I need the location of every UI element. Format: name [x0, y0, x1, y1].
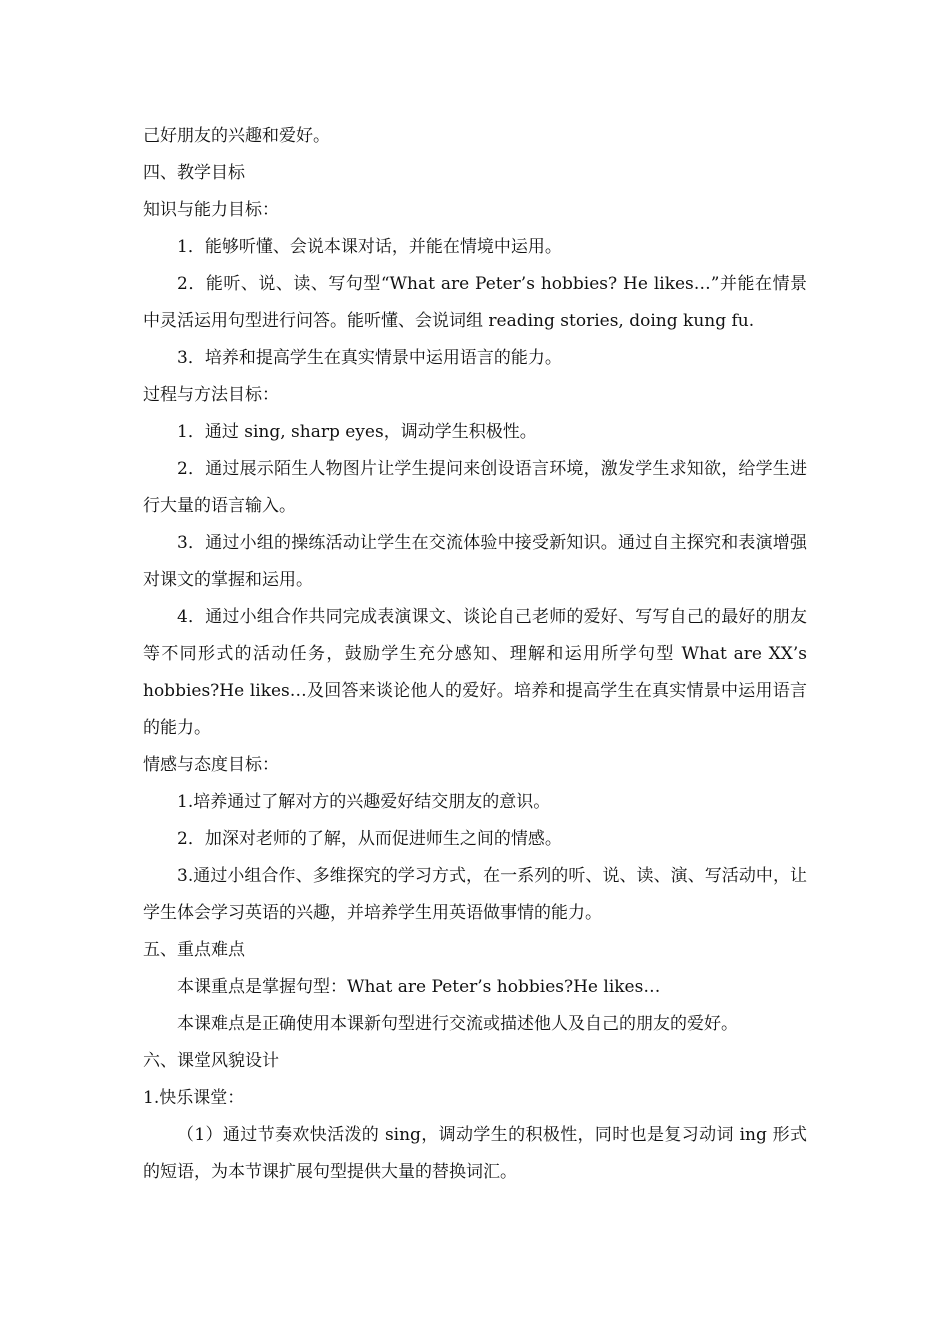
paragraph-knowledge-3: 3．培养和提高学生在真实情景中运用语言的能力。: [177, 348, 562, 368]
paragraph-emotion-2: 2．加深对老师的了解，从而促进师生之间的情感。: [177, 829, 562, 849]
subheading-knowledge-ability: 知识与能力目标：: [143, 200, 279, 220]
paragraph-knowledge-2: 2．能听、说、读、写句型“What are Peter’s hobbies? He likes…”并能在情景中灵活运用句型进行问答。能听懂、会说词组 reading stories, doing kung fu.: [143, 274, 807, 331]
section-heading-teaching-objectives: 四、教学目标: [143, 163, 245, 183]
paragraph-knowledge-1: 1．能够听懂、会说本课对话，并能在情境中运用。: [177, 237, 562, 257]
paragraph-process-1: 1．通过 sing, sharp eyes，调动学生积极性。: [177, 422, 537, 442]
subheading-process-method: 过程与方法目标：: [143, 385, 279, 405]
paragraph-process-3: 3．通过小组的操练活动让学生在交流体验中接受新知识。通过自主探究和表演增强对课文的掌握和运用。: [143, 533, 807, 590]
document-body: [143, 118, 807, 1191]
paragraph-process-2: 2．通过展示陌生人物图片让学生提问来创设语言环境，激发学生求知欲，给学生进行大量的语言输入。: [143, 459, 807, 516]
paragraph-emotion-3: 3.通过小组合作、多维探究的学习方式，在一系列的听、说、读、演、写活动中，让学生体会学习英语的兴趣，并培养学生用英语做事情的能力。: [143, 866, 807, 923]
section-heading-classroom-design: 六、课堂风貌设计: [143, 1051, 279, 1071]
paragraph-key-point: 本课重点是掌握句型：What are Peter’s hobbies?He likes…: [177, 977, 661, 997]
paragraph-process-4: 4．通过小组合作共同完成表演课文、谈论自己老师的爱好、写写自己的最好的朋友等不同形式的活动任务，鼓励学生充分感知、理解和运用所学句型 What are XX’s hobbies?He likes…及回答来谈论他人的爱好。培养和提高学生在真实情景中运用语言的能力。: [143, 607, 807, 738]
paragraph-emotion-1: 1.培养通过了解对方的兴趣爱好结交朋友的意识。: [177, 792, 551, 812]
paragraph-happy-classroom-1: （1）通过节奏欢快活泼的 sing，调动学生的积极性，同时也是复习动词 ing 形式的短语，为本节课扩展句型提供大量的替换词汇。: [143, 1125, 807, 1182]
section-heading-key-points: 五、重点难点: [143, 940, 245, 960]
subheading-happy-classroom: 1.快乐课堂：: [143, 1088, 245, 1108]
subheading-emotion-attitude: 情感与态度目标：: [143, 755, 279, 775]
paragraph-continuation: 己好朋友的兴趣和爱好。: [143, 126, 330, 146]
paragraph-difficult-point: 本课难点是正确使用本课新句型进行交流或描述他人及自己的朋友的爱好。: [177, 1014, 738, 1034]
